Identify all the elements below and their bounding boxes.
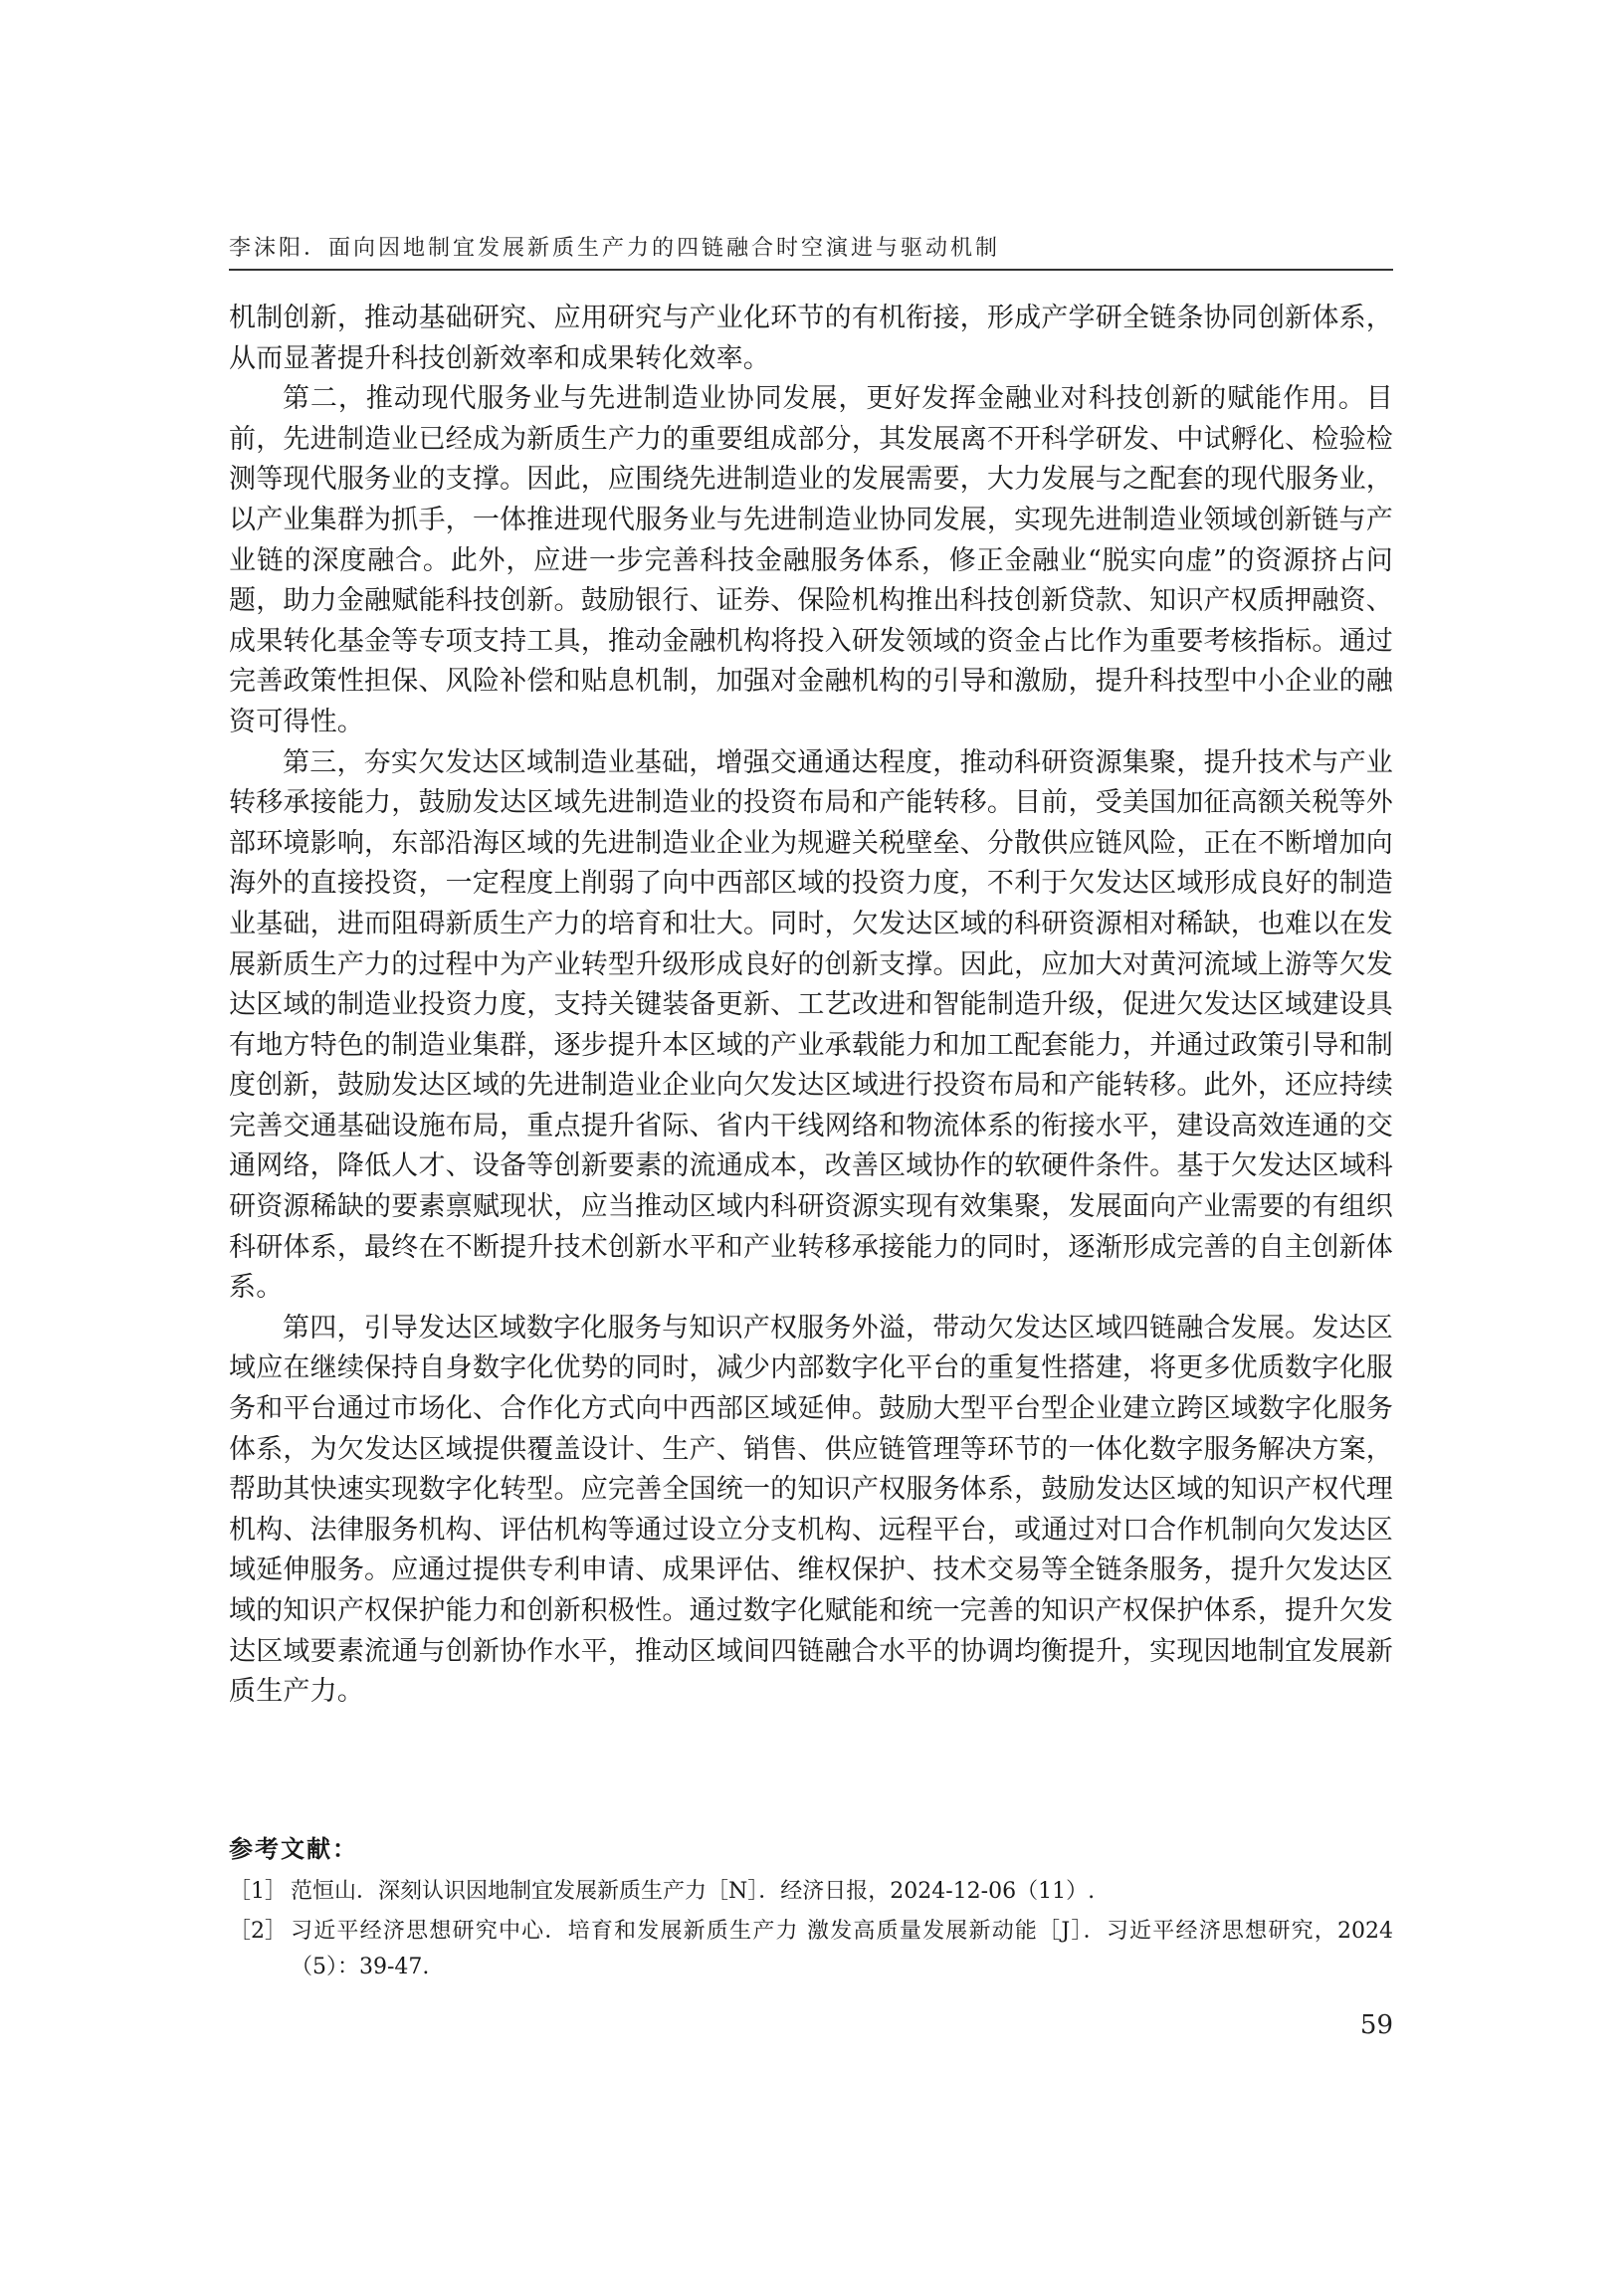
page-number: 59	[1359, 2010, 1393, 2040]
reference-text: 范恒山．深刻认识因地制宜发展新质生产力［N］．经济日报，2024-12-06（11）.	[291, 1879, 1096, 1904]
references-section	[229, 1829, 1393, 1989]
reference-text: 习近平经济思想研究中心．培育和发展新质生产力 激发高质量发展新动能［J］．习近平经济思想研究，2024（5）：39-47.	[291, 1919, 1393, 1979]
paragraph-continued: 机制创新，推动基础研究、应用研究与产业化环节的有机衔接，形成产学研全链条协同创新体系，从而显著提升科技创新效率和成果转化效率。	[229, 303, 1393, 374]
article-body	[229, 299, 1393, 1713]
running-header: 李沫阳．面向因地制宜发展新质生产力的四链融合时空演进与驱动机制	[229, 236, 1001, 261]
reference-number: ［2］	[229, 1919, 287, 1944]
header-divider	[229, 269, 1393, 271]
reference-item	[229, 1914, 1393, 1985]
paragraph-second-point: 第二，推动现代服务业与先进制造业协同发展，更好发挥金融业对科技创新的赋能作用。目前，先进制造业已经成为新质生产力的重要组成部分，其发展离不开科学研发、中试孵化、检验检测等现代服务业的支撑。因此，应围绕先进制造业的发展需要，大力发展与之配套的现代服务业，以产业集群为抓手，一体推进现代服务业与先进制造业协同发展，实现先进制造业领域创新链与产业链的深度融合。此外，应进一步完善科技金融服务体系，修正金融业“脱实向虚”的资源挤占问题，助力金融赋能科技创新。鼓励银行、证券、保险机构推出科技创新贷款、知识产权质押融资、成果转化基金等专项支持工具，推动金融机构将投入研发领域的资金占比作为重要考核指标。通过完善政策性担保、风险补偿和贴息机制，加强对金融机构的引导和激励，提升科技型中小企业的融资可得性。	[229, 383, 1393, 737]
paragraph-third-point: 第三，夯实欠发达区域制造业基础，增强交通通达程度，推动科研资源集聚，提升技术与产业转移承接能力，鼓励发达区域先进制造业的投资布局和产能转移。目前，受美国加征高额关税等外部环境影响，东部沿海区域的先进制造业企业为规避关税壁垒、分散供应链风险，正在不断增加向海外的直接投资，一定程度上削弱了向中西部区域的投资力度，不利于欠发达区域形成良好的制造业基础，进而阻碍新质生产力的培育和壮大。同时，欠发达区域的科研资源相对稀缺，也难以在发展新质生产力的过程中为产业转型升级形成良好的创新支撑。因此，应加大对黄河流域上游等欠发达区域的制造业投资力度，支持关键装备更新、工艺改进和智能制造升级，促进欠发达区域建设具有地方特色的制造业集群，逐步提升本区域的产业承载能力和加工配套能力，并通过政策引导和制度创新，鼓励发达区域的先进制造业企业向欠发达区域进行投资布局和产能转移。此外，还应持续完善交通基础设施布局，重点提升省际、省内干线网络和物流体系的衔接水平，建设高效连通的交通网络，降低人才、设备等创新要素的流通成本，改善区域协作的软硬件条件。基于欠发达区域科研资源稀缺的要素禀赋现状，应当推动区域内科研资源实现有效集聚，发展面向产业需要的有组织科研体系，最终在不断提升技术创新水平和产业转移承接能力的同时，逐渐形成完善的自主创新体系。	[229, 746, 1393, 1304]
paragraph-fourth-point: 第四，引导发达区域数字化服务与知识产权服务外溢，带动欠发达区域四链融合发展。发达区域应在继续保持自身数字化优势的同时，减少内部数字化平台的重复性搭建，将更多优质数字化服务和平台通过市场化、合作化方式向中西部区域延伸。鼓励大型平台型企业建立跨区域数字化服务体系，为欠发达区域提供覆盖设计、生产、销售、供应链管理等环节的一体化数字服务解决方案，帮助其快速实现数字化转型。应完善全国统一的知识产权服务体系，鼓励发达区域的知识产权代理机构、法律服务机构、评估机构等通过设立分支机构、远程平台，或通过对口合作机制向欠发达区域延伸服务。应通过提供专利申请、成果评估、维权保护、技术交易等全链条服务，提升欠发达区域的知识产权保护能力和创新积极性。通过数字化赋能和统一完善的知识产权保护体系，提升欠发达区域要素流通与创新协作水平，推动区域间四链融合水平的协调均衡提升，实现因地制宜发展新质生产力。	[229, 1312, 1393, 1708]
references-heading: 参考文献：	[229, 1835, 358, 1863]
reference-number: ［1］	[229, 1879, 287, 1904]
reference-item	[229, 1874, 1393, 1910]
